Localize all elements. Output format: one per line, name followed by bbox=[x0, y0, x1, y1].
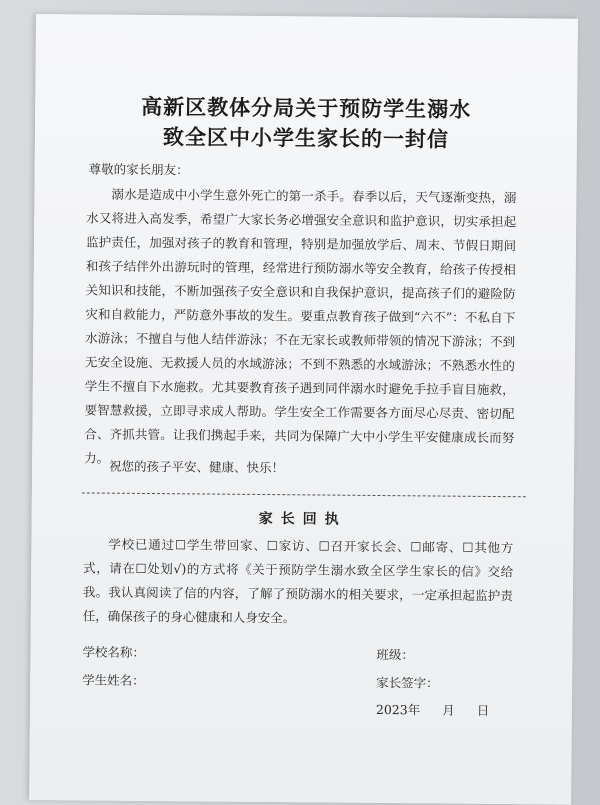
parent-signature-label: 家长签字： bbox=[376, 674, 439, 691]
date-year: 2023年 bbox=[375, 701, 421, 718]
dashed-divider bbox=[82, 492, 526, 497]
date-day: 日 bbox=[476, 702, 490, 718]
class-label: 班级： bbox=[376, 646, 415, 663]
receipt-title: 家长回执 bbox=[258, 510, 347, 528]
letter-title-line1: 高新区教体分局关于预防学生溺水 bbox=[141, 94, 472, 122]
date-line bbox=[376, 700, 489, 719]
student-name-label: 学生姓名： bbox=[82, 672, 145, 688]
letter-closing-wish: 祝您的孩子平安、健康、快乐！ bbox=[108, 458, 285, 476]
letter-title-line2: 致全区中小学生家长的一封信 bbox=[162, 125, 450, 152]
letter-paper bbox=[29, 14, 578, 805]
letter-body-paragraph: 溺水是造成中小学生意外死亡的第一杀手。春季以后，天气逐渐变热，溺水又将进入高发季，希望广大家长务必增强安全意识和监护意识，切实承担起监护责任，加强对孩子的教育和管理，特别是加强放学后、周末、节假日期间和孩子结伴外出游玩时的管理，经常进行预防溺水等安全教育，给孩子传授相关知识和技能，不断加强孩子安全意识和自我保护意识，提高孩子们的避险防灾和自救能力，严防意外事故的发生。要重点教育孩子做到“六不”：不私自下水游泳；不擅自与他人结伴游泳；不在无家长或教师带领的情况下游泳；不到无安全设施、无救援人员的水域游泳；不到不熟悉的水域游泳；不熟悉水性的学生不擅自下水施救。尤其要教育孩子遇到同伴溺水时避免手拉手盲目施救，要智慧救援，立即寻求成人帮助。学生安全工作需要各方面尽心尽责、密切配合、齐抓共管。让我们携起手来，共同为保障广大中小学生平安健康成长而努力。 bbox=[84, 186, 517, 466]
school-name-label: 学校名称： bbox=[82, 644, 146, 660]
date-month: 月 bbox=[442, 702, 455, 718]
salutation: 尊敬的家长朋友： bbox=[88, 161, 189, 178]
receipt-paragraph: 学校已通过☐学生带回家、☐家访、☐召开家长会、☐邮寄、☐其他方式，请在☐处划√)的方式将《关于预防学生溺水致全区学生家长的信》交给我。我认真阅读了信的内容，了解了预防溺水的相关要求，一定承担起监护责任，确保孩子的身心健康和人身安全。 bbox=[82, 536, 514, 626]
